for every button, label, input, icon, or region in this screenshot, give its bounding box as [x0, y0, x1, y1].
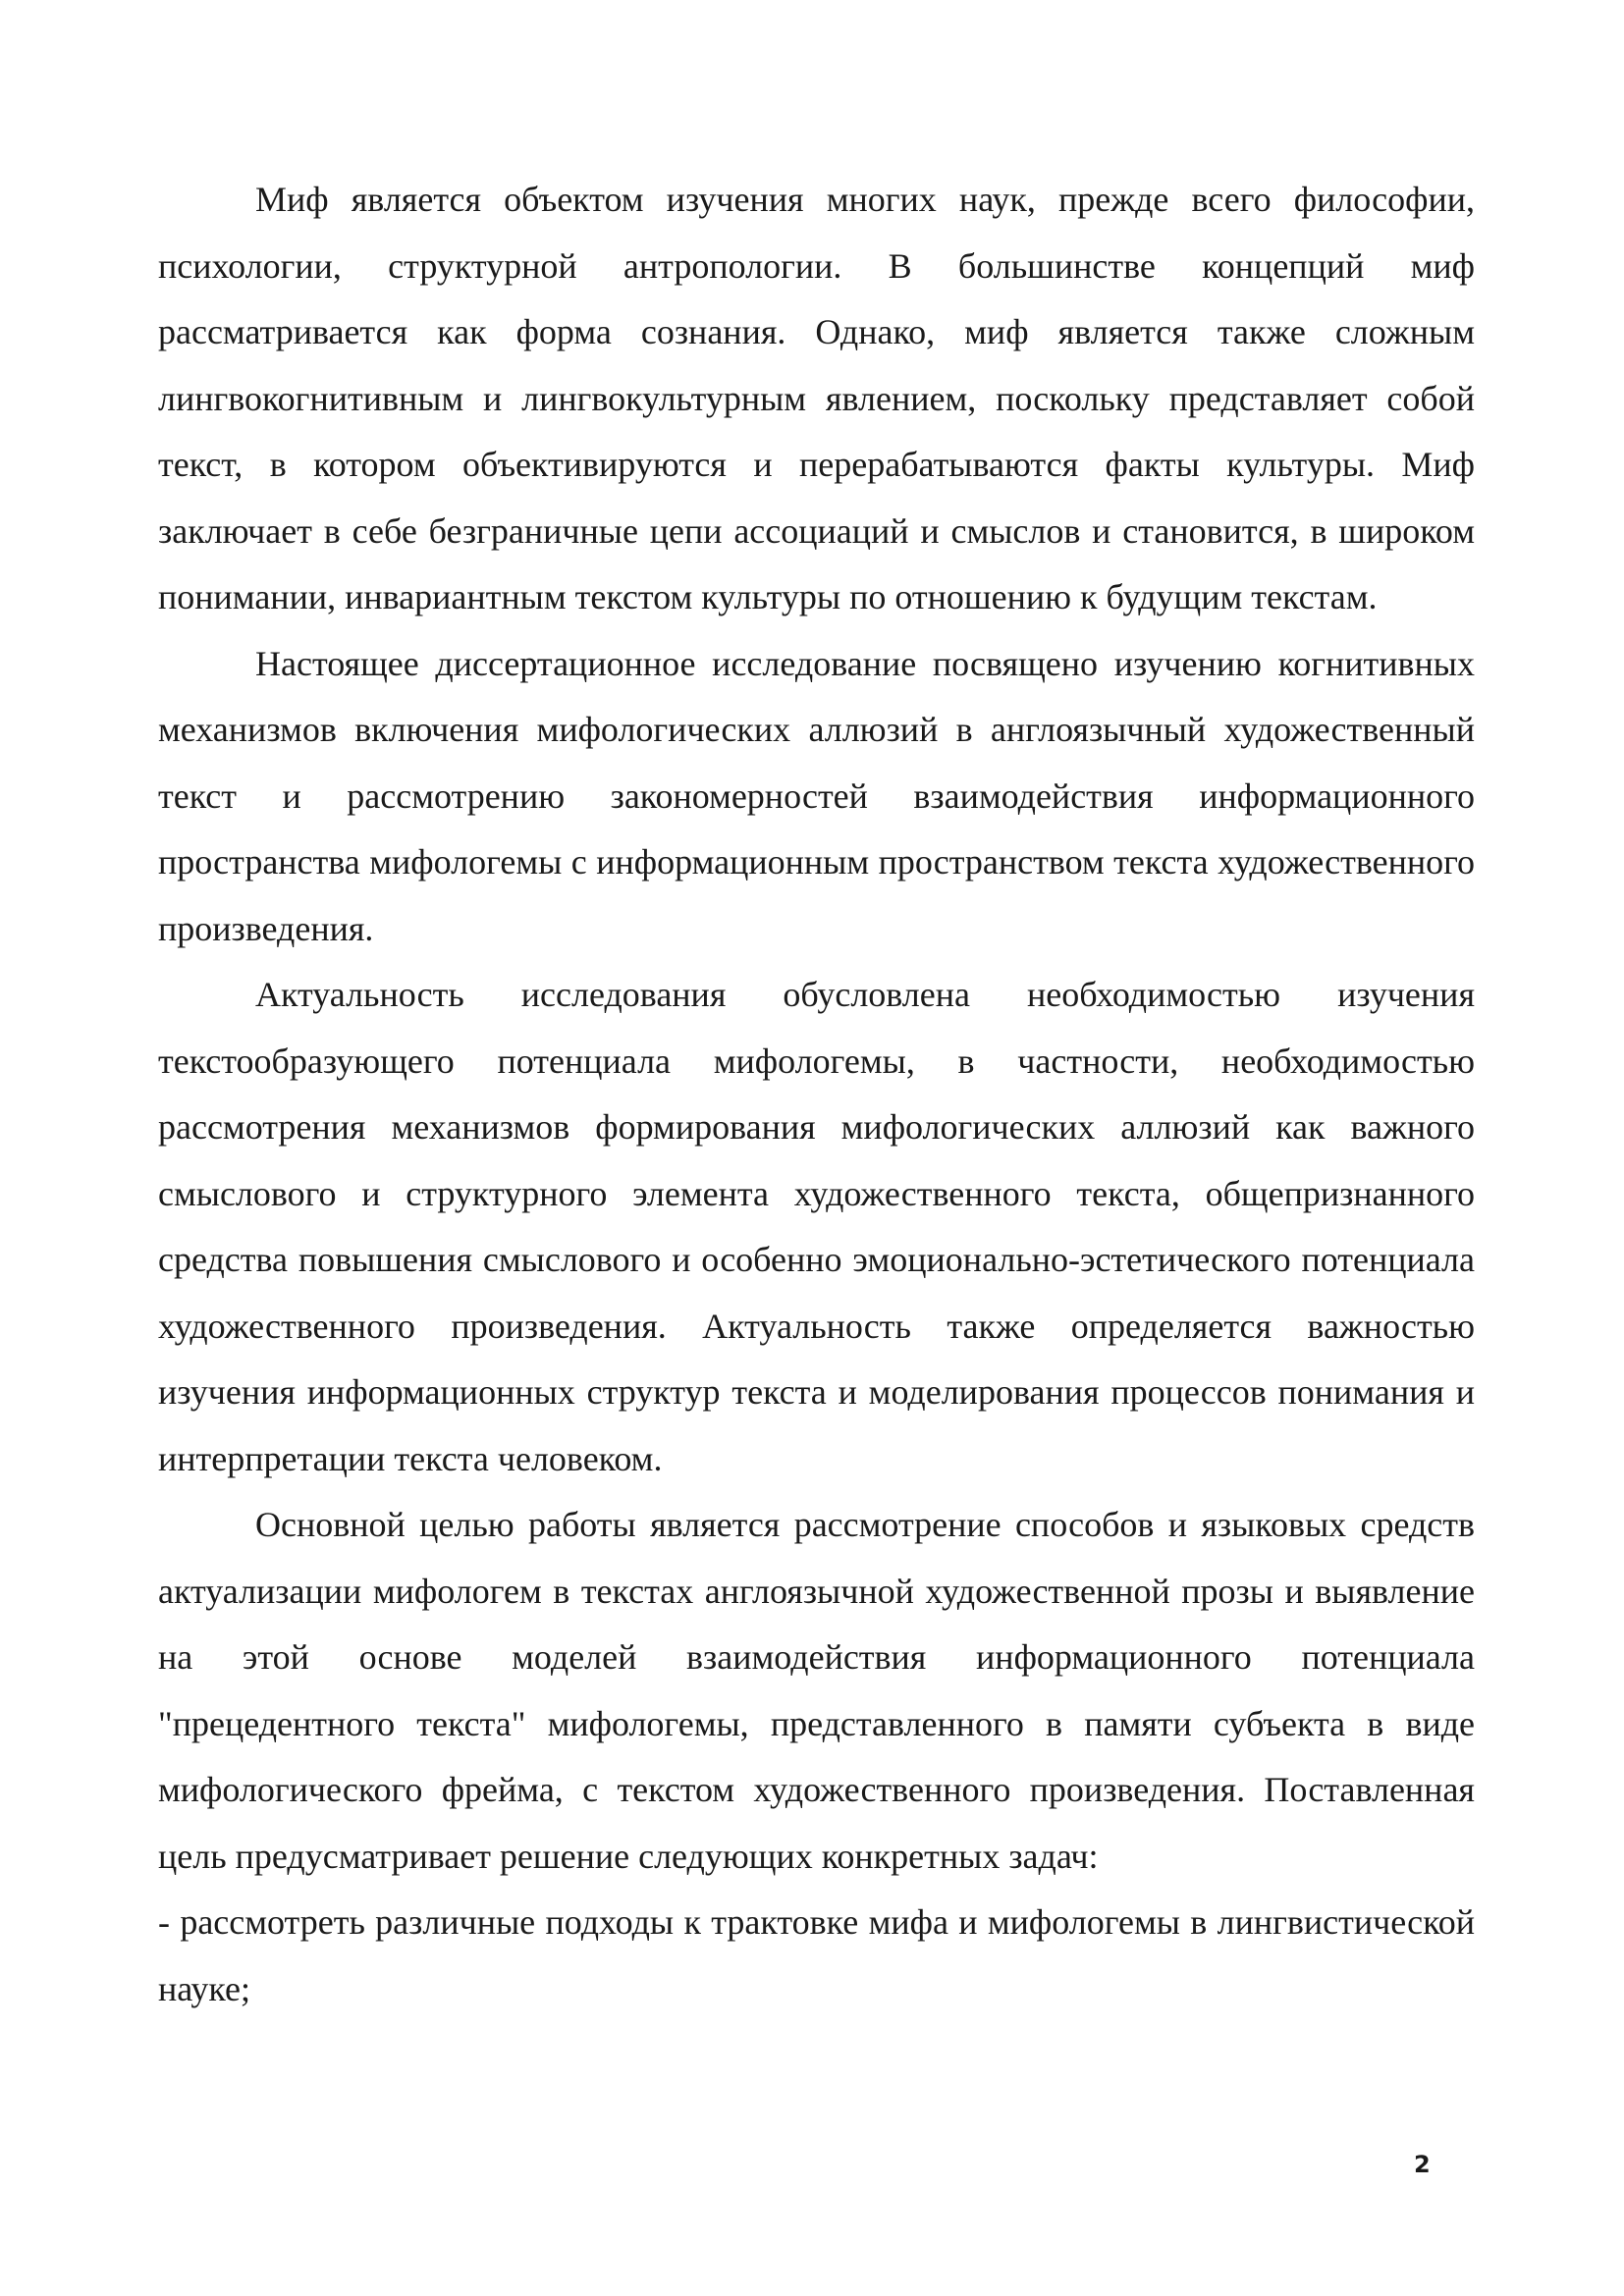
page-number: 2: [1414, 2151, 1431, 2178]
paragraph-main-goal: Основной целью работы является рассмотрение способов и языковых средств актуализации мифологем в текстах англоязычной художественной прозы и выявление на этой основе моделей взаимодействия информационного потенциала "прецедентного текста" мифологемы, представленного в памяти субъекта в виде мифологического фрейма, с текстом художественного произведения. Поставленная цель предусматривает решение следующих конкретных задач:: [158, 1505, 1475, 1876]
paragraph-relevance: Актуальность исследования обусловлена необходимостью изучения текстообразующего потенциала мифологемы, в частности, необходимостью рассмотрения механизмов формирования мифологических аллюзий как важного смыслового и структурного элемента художественного текста, общепризнанного средства повышения смыслового и особенно эмоционально-эстетического потенциала художественного произведения. Актуальность также определяется важностью изучения информационных структур текста и моделирования процессов понимания и интерпретации текста человеком.: [158, 975, 1475, 1478]
paragraph-research-subject: Настоящее диссертационное исследование посвящено изучению когнитивных механизмов включения мифологических аллюзий в англоязычный художественный текст и рассмотрению закономерностей взаимодействия информационного пространства мифологемы с информационным пространством текста художественного произведения.: [158, 643, 1475, 948]
paragraph-myth-intro: Миф является объектом изучения многих наук, прежде всего философии, психологии, структурной антропологии. В большинстве концепций миф рассматривается как форма сознания. Однако, миф является также сложным лингвокогнитивным и лингвокультурным явлением, поскольку представляет собой текст, в котором объективируются и перерабатываются факты культуры. Миф заключает в себе безграничные цепи ассоциаций и смыслов и становится, в широком понимании, инвариантным текстом культуры по отношению к будущим текстам.: [158, 180, 1475, 616]
page-body: [158, 167, 1475, 2022]
list-item-task: - рассмотреть различные подходы к трактовке мифа и мифологемы в лингвистической науке;: [158, 1902, 1475, 2008]
